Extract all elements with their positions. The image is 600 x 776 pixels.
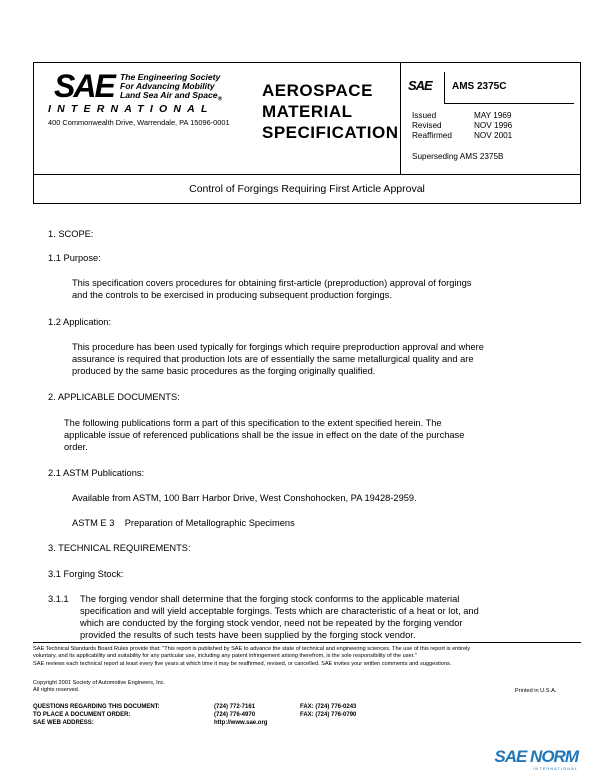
section-3-1-heading: 3.1 Forging Stock: [48,569,124,579]
watermark-sub: INTERNATIONAL [533,766,578,771]
section-1-heading: 1. SCOPE: [48,229,94,239]
footer-rule [33,642,581,643]
international-wordmark: INTERNATIONAL [48,103,214,115]
contact-labels: QUESTIONS REGARDING THIS DOCUMENT: TO PLACE A DOCUMENT ORDER: SAE WEB ADDRESS: [33,704,160,726]
society-tagline: The Engineering Society For Advancing Mobility Land Sea Air and Space$_®$ [120,72,223,103]
issue-dates: Issued MAY 1969 Revised NOV 1996 Reaffirmed NOV 2001 [412,111,513,140]
section-1-2-text: This procedure has been used typically for forgings which require preproduction approval and where assurance is required that production lots are of essentially the same metallurgical quality and are produced by the same basic procedures as the forging originally qualified. [72,342,484,376]
contact-faxes: FAX: (724) 776-0243 FAX: (724) 776-0790 [300,704,357,718]
section-2-1-heading: 2.1 ASTM Publications: [48,468,145,478]
header-divider [400,62,401,175]
sae-small-logo: SAE [408,78,432,93]
sae-web-link[interactable]: http://www.sae.org [214,720,268,726]
astm-e3-reference: ASTM E 3 Preparation of Metallographic Specimens [72,518,295,528]
spec-type-title: AEROSPACE MATERIAL SPECIFICATION [262,81,399,142]
ams-number: AMS 2375C [452,81,507,92]
section-3-1-1-number: 3.1.1 [48,594,69,604]
section-2-text: The following publications form a part of this specification to the extent specified herein. The applicable issue of referenced publications shall be the issue in effect on the date of the purchase order. [64,418,465,452]
section-3-heading: 3. TECHNICAL REQUIREMENTS: [48,543,191,553]
section-1-2-heading: 1.2 Application: [48,317,112,327]
document-title: Control of Forgings Requiring First Article Approval [33,174,581,204]
footer-policy: SAE Technical Standards Board Rules provide that: "This report is published by SAE to advance the state of technical and engineering sciences. The use of this report is entirely voluntary, and its applicability and suitability for any particular use, including any patent infringement arising therefrom, is the sole responsibility of the user." SAE reviews each technical report at least every five years at which time it may be reaffirmed, revised, or cancelled. SAE invites your written comments and suggestions. [33,646,471,667]
copyright: Copyright 2001 Society of Automotive Engineers, Inc. All rights reserved. [33,680,166,693]
astm-address: Available from ASTM, 100 Barr Harbor Drive, West Conshohocken, PA 19428-2959. [72,493,417,503]
section-1-1-text: This specification covers procedures for obtaining first-article (preproduction) approval of forgings and the controls to be exercised in producing subsequent production forgings. [72,278,472,300]
section-2-heading: 2. APPLICABLE DOCUMENTS: [48,392,180,402]
section-1-1-heading: 1.1 Purpose: [48,253,101,263]
sae-address: 400 Commonwealth Drive, Warrendale, PA 15096-0001 [48,118,230,127]
sae-logo: SAE [54,68,114,104]
section-3-1-1-text: The forging vendor shall determine that the forging stock conforms to the applicable material specification and will yield acceptable forgings. Tests which are characteristic of a heat or lot, and which are conducted by the forging stock vendor, need not be repeated by the forging vendor provided the results of such tests have been supplied by the forging stock vendor. [80,594,479,640]
contact-phones: (724) 772-7161 (724) 776-4970 http://www.sae.org [214,704,268,726]
printed-in: Printed in U.S.A. [515,688,557,694]
superseding-note: Superseding AMS 2375B [412,152,504,161]
watermark-logo: SAE NORM [494,747,578,766]
